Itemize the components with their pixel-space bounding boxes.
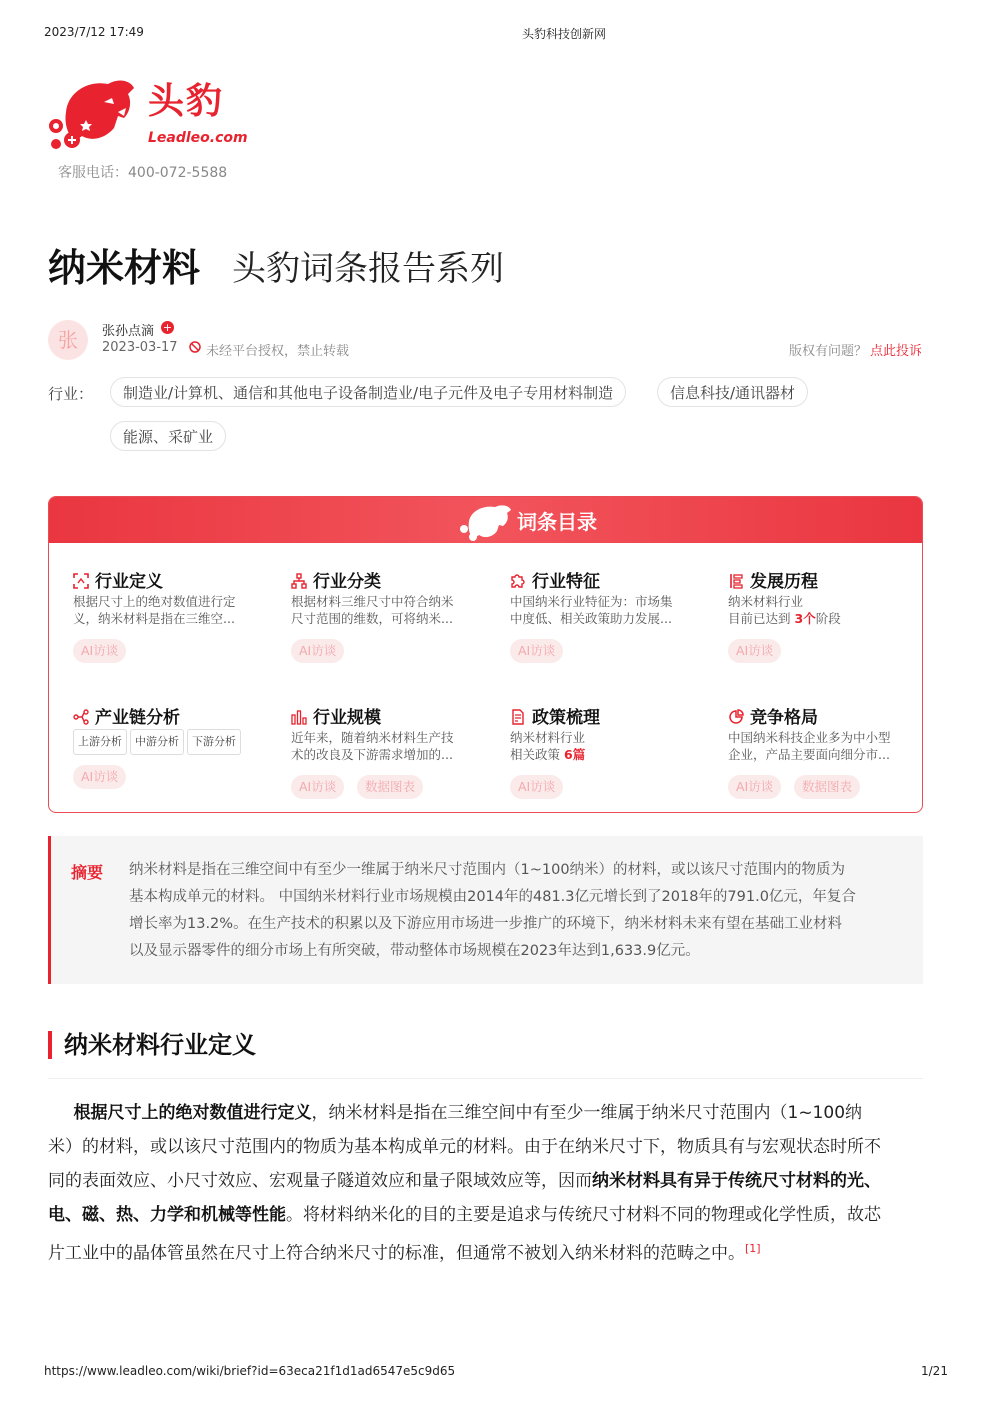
pie-chart-icon	[728, 709, 744, 725]
catalog-item-scale[interactable]	[291, 703, 491, 803]
catalog-item-features[interactable]	[510, 567, 710, 667]
body-text: 米）的材料，或以该尺寸范围内的物质为基本构成单元的材料。由于在纳米尺寸下，物质具有与宏观状态时所不	[48, 1137, 881, 1157]
catalog-item-desc: 纳米材料行业	[728, 594, 804, 609]
leopard-logo-icon	[459, 501, 513, 541]
avatar[interactable]: 张	[48, 320, 88, 360]
catalog-item-desc: 阶段	[815, 611, 841, 626]
policy-count: 6篇	[564, 747, 586, 762]
section-title: 纳米材料行业定义	[64, 1031, 256, 1059]
data-charts-button[interactable]: 数据图表	[357, 775, 423, 799]
abstract-line: 增长率为13.2%。在生产技术的积累以及下游应用市场进一步推广的环境下，纳米材料未来有望在基础工业材料	[129, 916, 843, 932]
catalog-item-title: 产业链分析	[95, 708, 180, 728]
midstream-tag[interactable]: 中游分析	[130, 729, 184, 755]
page-series: 头豹词条报告系列	[232, 249, 504, 289]
abstract-text	[129, 857, 909, 965]
print-url: https://www.leadleo.com/wiki/brief?id=63eca21f1d1ad6547e5c9d65	[44, 1364, 456, 1378]
catalog-item-desc: 根据尺寸上的绝对数值进行定	[73, 594, 236, 609]
leopard-logo-icon	[48, 72, 138, 152]
document-icon	[510, 709, 526, 725]
catalog-item-desc: 根据材料三维尺寸中符合纳米	[291, 594, 454, 609]
catalog-item-desc: 中度低、相关政策助力发展...	[510, 611, 672, 626]
catalog-item-desc: 相关政策	[510, 747, 561, 762]
stage-count: 3个	[794, 611, 816, 626]
catalog-item-policy[interactable]	[510, 703, 710, 803]
publish-date: 2023-03-17	[102, 340, 178, 355]
catalog-item-desc: 中国纳米行业特征为：市场集	[510, 594, 673, 609]
catalog-item-desc: 目前已达到	[728, 611, 791, 626]
catalog-panel	[48, 496, 923, 813]
catalog-title: 词条目录	[517, 510, 597, 534]
page-title: 纳米材料	[48, 246, 201, 290]
catalog-item-desc: 纳米材料行业	[510, 730, 586, 745]
page-number: 1/21	[921, 1364, 948, 1378]
catalog-item-competition[interactable]	[728, 703, 923, 803]
ai-interview-button[interactable]: AI访谈	[510, 775, 563, 799]
timeline-icon	[728, 573, 744, 589]
puzzle-icon	[510, 573, 526, 589]
chain-icon	[73, 709, 89, 725]
data-charts-button[interactable]: 数据图表	[794, 775, 860, 799]
ai-interview-button[interactable]: AI访谈	[728, 775, 781, 799]
catalog-item-chain[interactable]	[73, 703, 273, 803]
catalog-item-desc: 尺寸范围的维数，可将纳米...	[291, 611, 453, 626]
industry-tag[interactable]: 能源、采矿业	[110, 421, 226, 451]
industry-label: 行业：	[48, 385, 94, 403]
upstream-tag[interactable]: 上游分析	[73, 729, 127, 755]
ai-interview-button[interactable]: AI访谈	[291, 775, 344, 799]
prohibited-icon	[189, 341, 201, 353]
catalog-item-history[interactable]	[728, 567, 923, 667]
catalog-header	[49, 497, 922, 543]
body-text: ，纳米材料是指在三维空间中有至少一维属于纳米尺寸范围内（1~100纳	[311, 1103, 863, 1123]
section-divider	[48, 1078, 923, 1079]
scan-icon	[73, 573, 89, 589]
catalog-item-title: 政策梳理	[532, 708, 600, 728]
catalog-item-classification[interactable]	[291, 567, 491, 667]
catalog-item-title: 行业定义	[95, 572, 163, 592]
rights-notice: 未经平台授权，禁止转载	[206, 344, 350, 359]
bar-chart-icon	[291, 709, 307, 725]
abstract-label: 摘要	[71, 863, 104, 882]
catalog-item-desc: 术的改良及下游需求增加的...	[291, 747, 453, 762]
catalog-item-title: 行业规模	[313, 708, 381, 728]
catalog-item-title: 发展历程	[750, 572, 818, 592]
abstract-line: 基本构成单元的材料。 中国纳米材料行业市场规模由2014年的481.3亿元增长到了2018年的791.0亿元，年复合	[129, 889, 856, 905]
reference-link[interactable]: [1]	[745, 1242, 761, 1255]
brand-name-cn: 头豹	[148, 81, 225, 122]
body-bold: 根据尺寸上的绝对数值进行定义	[73, 1103, 312, 1123]
industry-tag[interactable]: 信息科技/通讯器材	[657, 377, 808, 407]
ai-interview-button[interactable]: AI访谈	[291, 639, 344, 663]
follow-badge-icon[interactable]: +	[162, 321, 173, 334]
catalog-item-desc: 近年来，随着纳米材料生产技	[291, 730, 454, 745]
downstream-tag[interactable]: 下游分析	[187, 729, 241, 755]
copyright-question: 版权有问题？	[789, 344, 868, 359]
hierarchy-icon	[291, 573, 307, 589]
abstract-line: 以及显示器零件的细分市场上有所突破，带动整体市场规模在2023年达到1,633.9亿元。	[129, 943, 700, 959]
industry-tag[interactable]: 制造业/计算机、通信和其他电子设备制造业/电子元件及电子专用材料制造	[110, 377, 626, 407]
catalog-item-title: 行业分类	[313, 572, 381, 592]
ai-interview-button[interactable]: AI访谈	[73, 765, 126, 789]
body-text: 片工业中的晶体管虽然在尺寸上符合纳米尺寸的标准，但通常不被划入纳米材料的范畴之中。	[48, 1243, 745, 1264]
body-bold: 纳米材料具有异于传统尺寸材料的光、	[592, 1171, 881, 1191]
section-accent-bar	[48, 1031, 52, 1059]
catalog-item-title: 竞争格局	[750, 708, 818, 728]
catalog-item-desc: 企业，产品主要面向细分市...	[728, 747, 890, 762]
brand-name-en[interactable]: Leadleo.com	[148, 130, 248, 146]
print-site-title: 头豹科技创新网	[522, 27, 607, 41]
body-bold: 电、磁、热、力学和机械等性能	[48, 1205, 286, 1225]
body-text: 同的表面效应、小尺寸效应、宏观量子隧道效应和量子限域效应等，因而	[48, 1171, 592, 1191]
author-name[interactable]: 张孙点滴	[102, 324, 155, 339]
section-body	[48, 1096, 923, 1266]
service-hotline: 客服电话：400-072-5588	[58, 165, 228, 181]
catalog-item-title: 行业特征	[532, 572, 600, 592]
ai-interview-button[interactable]: AI访谈	[510, 639, 563, 663]
abstract-line: 纳米材料是指在三维空间中有至少一维属于纳米尺寸范围内（1~100纳米）的材料，或以该尺寸范围内的物质为	[129, 862, 846, 878]
abstract-box	[48, 836, 923, 984]
body-text: 。将材料纳米化的目的主要是追求与传统尺寸材料不同的物理或化学性质，故芯	[286, 1205, 881, 1225]
catalog-item-desc: 义，纳米材料是指在三维空...	[73, 611, 235, 626]
print-datetime: 2023/7/12 17:49	[44, 25, 144, 39]
ai-interview-button[interactable]: AI访谈	[728, 639, 781, 663]
report-link[interactable]: 点此投诉	[870, 344, 923, 359]
catalog-item-desc: 中国纳米科技企业多为中小型	[728, 730, 891, 745]
ai-interview-button[interactable]: AI访谈	[73, 639, 126, 663]
catalog-item-definition[interactable]	[73, 567, 273, 667]
